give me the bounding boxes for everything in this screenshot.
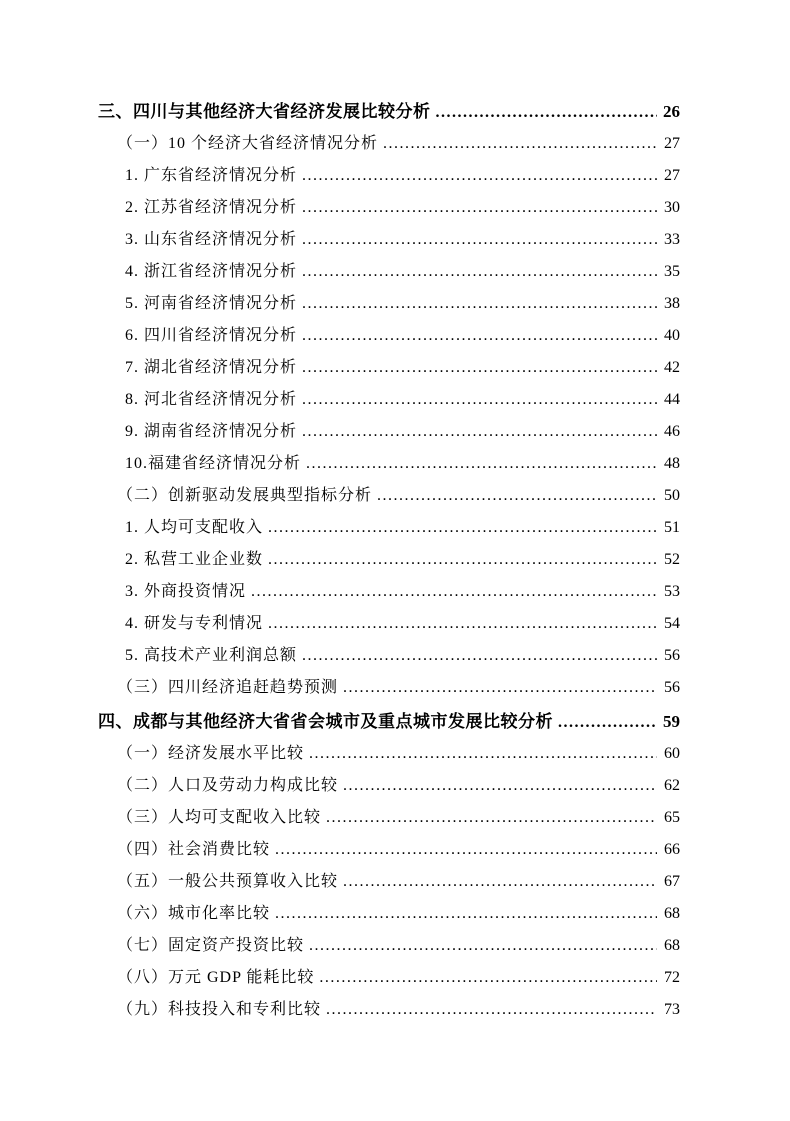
toc-entry[interactable] xyxy=(0,962,790,994)
toc-entry[interactable] xyxy=(0,128,790,160)
toc-page-number: 60 xyxy=(664,745,680,762)
toc-page-number: 50 xyxy=(664,487,680,504)
dot-leader xyxy=(268,512,657,544)
toc-page-number: 54 xyxy=(664,615,680,632)
toc-entry[interactable] xyxy=(0,192,790,224)
toc-entry[interactable] xyxy=(0,544,790,576)
toc-page-number: 52 xyxy=(664,551,680,568)
toc-entry-title: 1. 广东省经济情况分析 xyxy=(125,167,298,184)
dot-leader xyxy=(377,480,657,512)
dot-leader xyxy=(268,608,657,640)
toc-entry[interactable] xyxy=(0,160,790,192)
toc-entry-title: （五）一般公共预算收入比较 xyxy=(117,873,339,890)
toc-entry[interactable] xyxy=(0,866,790,898)
dot-leader xyxy=(302,416,657,448)
toc-entry[interactable] xyxy=(0,706,790,738)
toc-entry[interactable] xyxy=(0,288,790,320)
toc-entry-title: （一）经济发展水平比较 xyxy=(117,745,305,762)
toc-entry[interactable] xyxy=(0,512,790,544)
dot-leader xyxy=(302,352,657,384)
dot-leader xyxy=(436,97,658,129)
toc-page-number: 68 xyxy=(664,937,680,954)
toc-entry-title: 3. 山东省经济情况分析 xyxy=(125,231,298,248)
toc-page-number: 46 xyxy=(664,423,680,440)
dot-leader xyxy=(251,576,657,608)
toc-page-number: 67 xyxy=(664,873,680,890)
toc-entry[interactable] xyxy=(0,802,790,834)
toc-entry-title: 3. 外商投资情况 xyxy=(125,583,247,600)
toc-entry-title: 5. 高技术产业利润总额 xyxy=(125,647,298,664)
toc-entry-title: 7. 湖北省经济情况分析 xyxy=(125,359,298,376)
toc-entry[interactable] xyxy=(0,672,790,704)
dot-leader xyxy=(302,256,657,288)
dot-leader xyxy=(343,866,657,898)
toc-entry[interactable] xyxy=(0,352,790,384)
dot-leader xyxy=(319,962,657,994)
toc-page-number: 26 xyxy=(663,102,680,121)
dot-leader xyxy=(309,738,657,770)
dot-leader xyxy=(302,640,657,672)
dot-leader xyxy=(302,192,657,224)
dot-leader xyxy=(309,930,657,962)
toc-entry-title: 5. 河南省经济情况分析 xyxy=(125,295,298,312)
toc-page-number: 40 xyxy=(664,327,680,344)
toc-page-number: 44 xyxy=(664,391,680,408)
toc-entry[interactable] xyxy=(0,480,790,512)
dot-leader xyxy=(383,128,657,160)
dot-leader xyxy=(302,320,657,352)
toc-entry-title: 9. 湖南省经济情况分析 xyxy=(125,423,298,440)
toc-entry[interactable] xyxy=(0,608,790,640)
dot-leader xyxy=(302,224,657,256)
toc-entry-title: 三、四川与其他经济大省经济发展比较分析 xyxy=(98,102,431,121)
toc-page-number: 33 xyxy=(664,231,680,248)
toc-entry-title: 6. 四川省经济情况分析 xyxy=(125,327,298,344)
toc-entry[interactable] xyxy=(0,256,790,288)
toc-entry-title: 10.福建省经济情况分析 xyxy=(125,455,302,472)
toc-page-number: 62 xyxy=(664,777,680,794)
toc-page-number: 35 xyxy=(664,263,680,280)
toc-entry-title: （二）人口及劳动力构成比较 xyxy=(117,777,339,794)
toc-entry[interactable] xyxy=(0,448,790,480)
toc-entry-title: （八）万元 GDP 能耗比较 xyxy=(117,969,315,986)
dot-leader xyxy=(268,544,657,576)
toc-page-number: 38 xyxy=(664,295,680,312)
toc-entry[interactable] xyxy=(0,384,790,416)
toc-page-number: 59 xyxy=(663,712,680,731)
dot-leader xyxy=(343,672,657,704)
dot-leader xyxy=(302,160,657,192)
toc-entry[interactable] xyxy=(0,898,790,930)
toc-entry[interactable] xyxy=(0,640,790,672)
toc-page-number: 30 xyxy=(664,199,680,216)
toc-entry[interactable] xyxy=(0,320,790,352)
toc-page-number: 48 xyxy=(664,455,680,472)
toc-entry[interactable] xyxy=(0,96,790,128)
toc-page-number: 66 xyxy=(664,841,680,858)
dot-leader xyxy=(326,994,657,1026)
dot-leader xyxy=(326,802,657,834)
toc-entry[interactable] xyxy=(0,416,790,448)
toc-page-number: 51 xyxy=(664,519,680,536)
toc-entry-title: （七）固定资产投资比较 xyxy=(117,937,305,954)
toc-entry-title: 1. 人均可支配收入 xyxy=(125,519,264,536)
dot-leader xyxy=(302,384,657,416)
toc-page-number: 72 xyxy=(664,969,680,986)
toc-page-number: 56 xyxy=(664,679,680,696)
table-of-contents xyxy=(0,96,790,1026)
toc-entry[interactable] xyxy=(0,930,790,962)
toc-entry-title: （一）10 个经济大省经济情况分析 xyxy=(117,135,379,152)
toc-entry[interactable] xyxy=(0,834,790,866)
toc-page-number: 68 xyxy=(664,905,680,922)
dot-leader xyxy=(275,898,657,930)
toc-entry-title: 4. 浙江省经济情况分析 xyxy=(125,263,298,280)
toc-entry[interactable] xyxy=(0,994,790,1026)
dot-leader xyxy=(302,288,657,320)
toc-entry[interactable] xyxy=(0,738,790,770)
toc-page-number: 53 xyxy=(664,583,680,600)
toc-entry-title: 2. 江苏省经济情况分析 xyxy=(125,199,298,216)
dot-leader xyxy=(275,834,657,866)
toc-entry-title: （四）社会消费比较 xyxy=(117,841,271,858)
toc-entry-title: 2. 私营工业企业数 xyxy=(125,551,264,568)
dot-leader xyxy=(306,448,657,480)
toc-page-number: 27 xyxy=(664,167,680,184)
toc-page-number: 27 xyxy=(664,135,680,152)
toc-entry-title: （六）城市化率比较 xyxy=(117,905,271,922)
toc-entry-title: （九）科技投入和专利比较 xyxy=(117,1001,322,1018)
toc-page-number: 73 xyxy=(664,1001,680,1018)
toc-entry-title: （三）四川经济追赶趋势预测 xyxy=(117,679,339,696)
toc-page-number: 65 xyxy=(664,809,680,826)
toc-entry-title: 四、成都与其他经济大省省会城市及重点城市发展比较分析 xyxy=(98,712,553,731)
toc-entry[interactable] xyxy=(0,576,790,608)
toc-entry-title: （三）人均可支配收入比较 xyxy=(117,809,322,826)
toc-entry-title: 4. 研发与专利情况 xyxy=(125,615,264,632)
toc-entry-title: 8. 河北省经济情况分析 xyxy=(125,391,298,408)
toc-page-number: 56 xyxy=(664,647,680,664)
dot-leader xyxy=(558,707,657,739)
toc-entry-title: （二）创新驱动发展典型指标分析 xyxy=(117,487,373,504)
toc-entry[interactable] xyxy=(0,224,790,256)
dot-leader xyxy=(343,770,657,802)
toc-entry[interactable] xyxy=(0,770,790,802)
toc-page-number: 42 xyxy=(664,359,680,376)
